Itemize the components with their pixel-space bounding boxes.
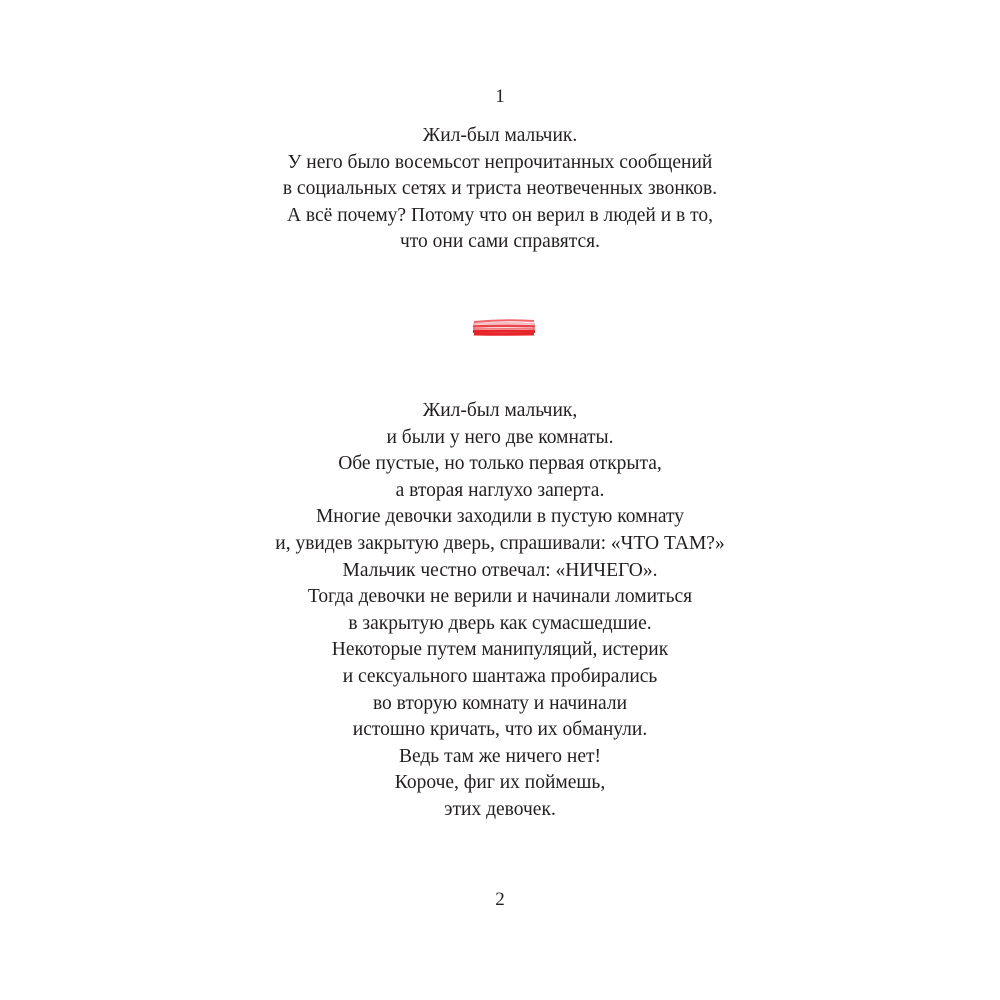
stanza-line: Тогда девочки не верили и начинали ломиться xyxy=(307,586,693,608)
stanza-line: и, увидев закрытую дверь, спрашивали: «ЧТО ТАМ?» xyxy=(275,532,725,554)
stanza-line: Многие девочки заходили в пустую комнату xyxy=(315,506,685,528)
stanza-line: истошно кричать, что их обманули. xyxy=(352,719,648,741)
stanza-line: а вторая наглухо заперта. xyxy=(395,479,605,501)
page-number-top: 1 xyxy=(495,86,505,107)
stanza-line: Короче, фиг их поймешь, xyxy=(394,772,606,794)
stanza-line: этих девочек. xyxy=(444,798,556,820)
stanza-line: во вторую комнату и начинали xyxy=(372,692,628,714)
stanza-line: что они сами справятся. xyxy=(399,231,601,253)
stanza-line: и были у него две комнаты. xyxy=(386,426,614,448)
stanza-line: Мальчик честно отвечал: «НИЧЕГО». xyxy=(342,559,658,581)
stanza-line: в социальных сетях и триста неотвеченных звонков. xyxy=(282,178,718,200)
stanza-line: А всё почему? Потому что он верил в людей и в то, xyxy=(286,204,714,226)
stanza-line: Некоторые путем манипуляций, истерик xyxy=(331,639,669,661)
stanza-top xyxy=(0,123,1000,256)
stanza-bottom xyxy=(0,398,1000,824)
stanza-line: Ведь там же ничего нет! xyxy=(398,745,602,767)
stanza-line: Обе пустые, но только первая открыта, xyxy=(338,453,662,475)
red-brush-stroke-icon xyxy=(472,318,536,338)
stanza-line: У него было восемьсот непрочитанных сообщений xyxy=(287,151,713,173)
stanza-line: и сексуального шантажа пробирались xyxy=(342,665,658,687)
stanza-line: Жил-был мальчик. xyxy=(422,125,578,146)
page-number-bottom: 2 xyxy=(495,889,505,910)
stanza-line: Жил-был мальчик, xyxy=(422,400,578,421)
stanza-line: в закрытую дверь как сумасшедшие. xyxy=(348,612,652,634)
